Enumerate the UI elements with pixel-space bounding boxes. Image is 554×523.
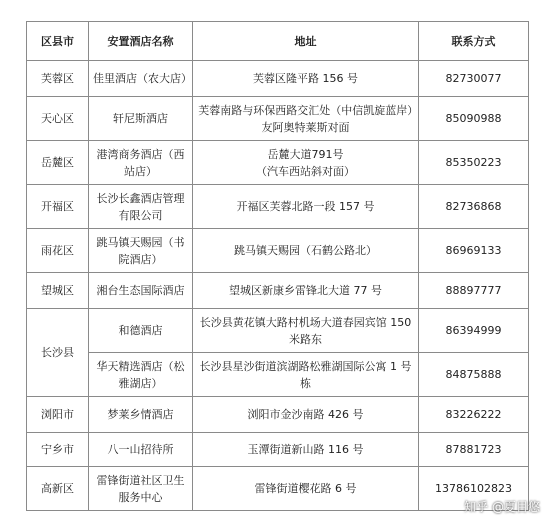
- table-row: [27, 141, 529, 185]
- cell-district: 长沙县: [27, 309, 89, 397]
- cell-hotel: 雷锋街道社区卫生服务中心: [89, 467, 193, 511]
- table-row: [27, 397, 529, 433]
- cell-phone: 82730077: [419, 61, 529, 97]
- cell-address: 芙蓉区隆平路 156 号: [193, 61, 419, 97]
- cell-phone: 85350223: [419, 141, 529, 185]
- cell-district: 高新区: [27, 467, 89, 511]
- cell-address: 长沙县黄花镇大路村机场大道春园宾馆 150 米路东: [193, 309, 419, 353]
- cell-phone: 84875888: [419, 353, 529, 397]
- cell-address: 望城区新康乡雷锋北大道 77 号: [193, 273, 419, 309]
- cell-phone: 82736868: [419, 185, 529, 229]
- cell-hotel: 湘台生态国际酒店: [89, 273, 193, 309]
- cell-district: 天心区: [27, 97, 89, 141]
- cell-hotel: 长沙长鑫酒店管理有限公司: [89, 185, 193, 229]
- header-district: 区县市: [27, 22, 89, 61]
- header-hotel: 安置酒店名称: [89, 22, 193, 61]
- cell-district: 浏阳市: [27, 397, 89, 433]
- cell-hotel: 轩尼斯酒店: [89, 97, 193, 141]
- table-row: [27, 97, 529, 141]
- cell-district: 芙蓉区: [27, 61, 89, 97]
- cell-address: 芙蓉南路与环保西路交汇处（中信凯旋蓝岸）友阿奥特莱斯对面: [193, 97, 419, 141]
- cell-hotel: 华天精选酒店（松雅湖店）: [89, 353, 193, 397]
- table-row: [27, 433, 529, 467]
- cell-address: 岳麓大道791号 （汽车西站斜对面）: [193, 141, 419, 185]
- cell-address: 雷锋街道樱花路 6 号: [193, 467, 419, 511]
- table-row: [27, 61, 529, 97]
- header-phone: 联系方式: [419, 22, 529, 61]
- cell-phone: 86969133: [419, 229, 529, 273]
- cell-phone: 88897777: [419, 273, 529, 309]
- table-row: [27, 185, 529, 229]
- table-row: [27, 273, 529, 309]
- cell-hotel: 梦莱乡情酒店: [89, 397, 193, 433]
- cell-phone: 87881723: [419, 433, 529, 467]
- cell-district: 望城区: [27, 273, 89, 309]
- cell-address: 玉潭街道新山路 116 号: [193, 433, 419, 467]
- cell-hotel: 跳马镇天赐园（书院酒店）: [89, 229, 193, 273]
- table-row: [27, 229, 529, 273]
- cell-hotel: 八一山招待所: [89, 433, 193, 467]
- cell-phone: 86394999: [419, 309, 529, 353]
- cell-district: 雨花区: [27, 229, 89, 273]
- table-row: [27, 467, 529, 511]
- cell-address: 跳马镇天赐园（石鹤公路北）: [193, 229, 419, 273]
- table-row: [27, 309, 529, 353]
- cell-address: 长沙县星沙街道滨湖路松雅湖国际公寓 1 号栋: [193, 353, 419, 397]
- cell-address: 开福区芙蓉北路一段 157 号: [193, 185, 419, 229]
- header-address: 地址: [193, 22, 419, 61]
- cell-hotel: 港湾商务酒店（西站店）: [89, 141, 193, 185]
- cell-hotel: 和德酒店: [89, 309, 193, 353]
- cell-phone: 83226222: [419, 397, 529, 433]
- watermark: 知乎 @夏目悠: [464, 500, 540, 514]
- cell-hotel: 佳里酒店（农大店）: [89, 61, 193, 97]
- cell-phone: 13786102823: [419, 467, 529, 511]
- hotel-table: [26, 21, 529, 511]
- cell-district: 宁乡市: [27, 433, 89, 467]
- cell-district: 岳麓区: [27, 141, 89, 185]
- table-row: [27, 353, 529, 397]
- cell-phone: 85090988: [419, 97, 529, 141]
- table-header-row: [27, 22, 529, 61]
- cell-address: 浏阳市金沙南路 426 号: [193, 397, 419, 433]
- cell-district: 开福区: [27, 185, 89, 229]
